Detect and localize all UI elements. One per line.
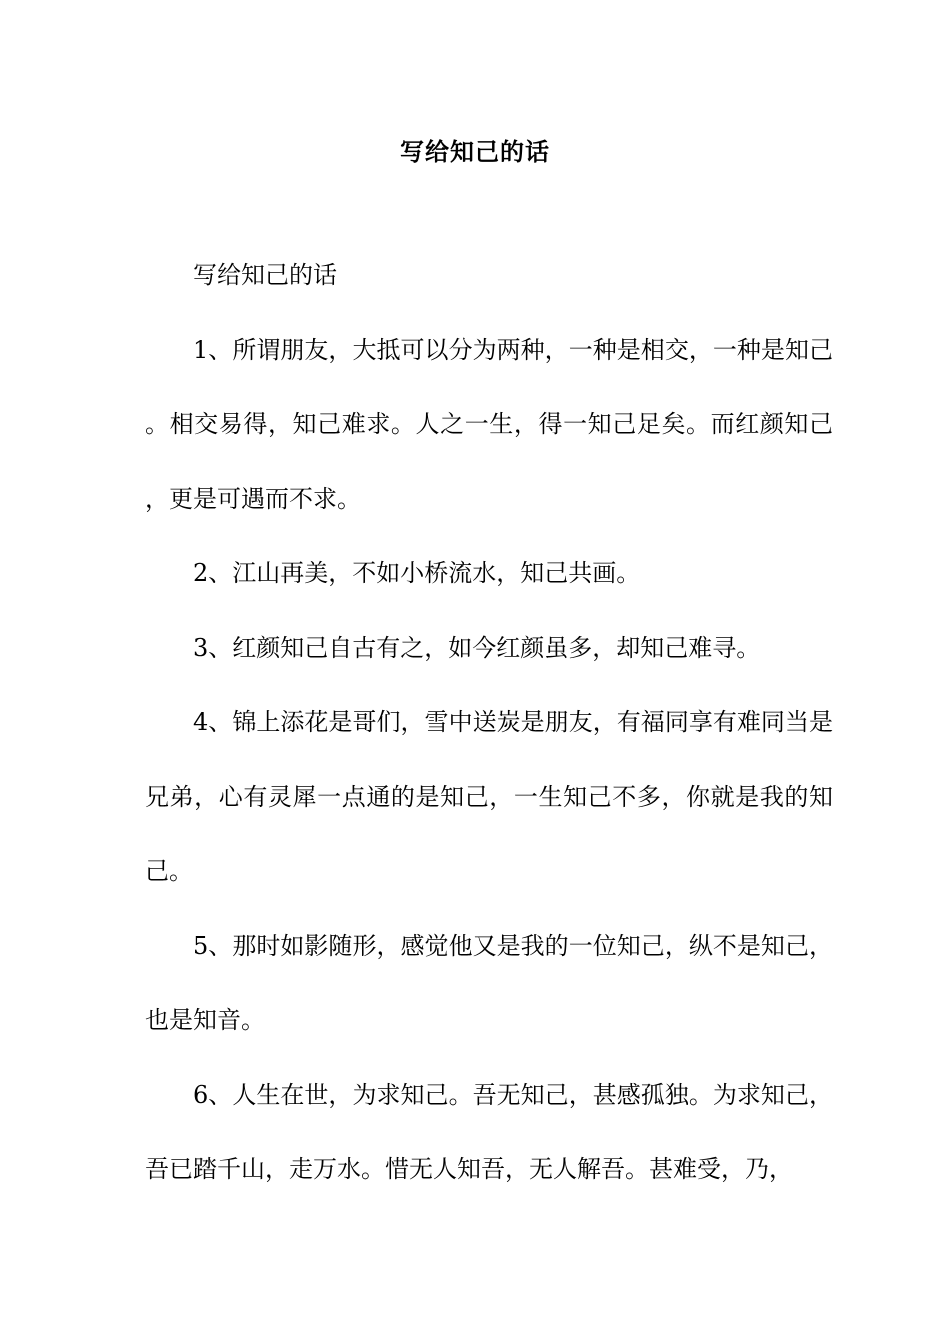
- paragraph-3: 3、红颜知己自古有之，如今红颜虽多，却知己难寻。: [193, 633, 761, 662]
- paragraph-subtitle: 写给知己的话: [193, 261, 337, 289]
- paragraph-2: 2、江山再美，不如小桥流水，知己共画。: [193, 559, 641, 587]
- paragraph-4: 4、锦上添花是哥们，雪中送炭是朋友，有福同享有难同当是兄弟，心有灵犀一点通的是知己，一生知己不多，你就是我的知己。: [145, 708, 833, 885]
- paragraph-1: 1、所谓朋友，大抵可以分为两种，一种是相交，一种是知己。相交易得，知己难求。人之一生，得一知己足矣。而红颜知己，更是可遇而不求。: [145, 335, 833, 513]
- paragraph-5: 5、那时如影随形，感觉他又是我的一位知己，纵不是知己，也是知音。: [145, 931, 833, 1034]
- paragraph-6: 6、人生在世，为求知己。吾无知己，甚感孤独。为求知己，吾已踏千山，走万水。惜无人知吾，无人解吾。甚难受，乃，: [145, 1080, 833, 1183]
- document-title: 写给知己的话: [400, 137, 550, 166]
- document-body: [145, 238, 833, 1207]
